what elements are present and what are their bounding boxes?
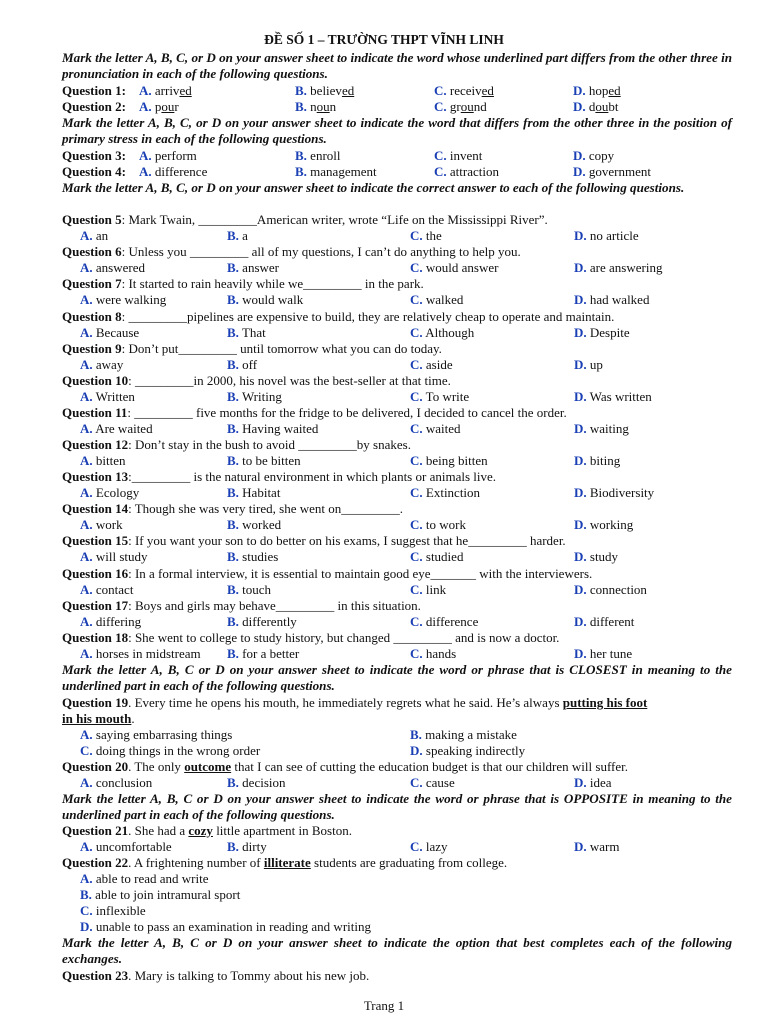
q12-option-b[interactable]: B. to be bitten	[227, 453, 301, 468]
q8-option-b[interactable]: B. That	[227, 325, 266, 340]
q15-option-a[interactable]: A. will study	[80, 549, 148, 564]
q12-option-a[interactable]: A. bitten	[80, 453, 126, 468]
q10-option-c[interactable]: C. To write	[410, 389, 470, 404]
q14-option-c[interactable]: C. to work	[410, 517, 466, 532]
instruction-closest: Mark the letter A, B, C or D on your answer sheet to indicate the word or phrase that is CLOSEST in meaning to the underlined part in each of the following questions.	[62, 662, 732, 693]
q16-option-d[interactable]: D. connection	[574, 582, 647, 597]
page-number: Trang 1	[363, 998, 405, 1013]
question-15: Question 15: If you want your son to do better on his exams, I suggest that he_________ harder.	[62, 533, 566, 548]
q19-option-a[interactable]: A. saying embarrasing things	[80, 727, 233, 742]
q13-option-d[interactable]: D. Biodiversity	[574, 485, 655, 500]
q14-option-a[interactable]: A. work	[80, 517, 123, 532]
q9-option-b[interactable]: B. off	[227, 357, 258, 372]
q1-option-a[interactable]: A. arrived	[139, 83, 192, 98]
q5-option-b[interactable]: B. a	[227, 228, 248, 243]
question-22: Question 22. A frightening number of illiterate students are graduating from college.	[62, 855, 508, 870]
q2-option-b[interactable]: B. noun	[295, 99, 337, 114]
q14-option-d[interactable]: D. working	[574, 517, 634, 532]
q8-option-a[interactable]: A. Because	[80, 325, 140, 340]
question-11: Question 11: _________ five months for the fridge to be delivered, I decided to cancel the order.	[62, 405, 567, 420]
q7-option-a[interactable]: A. were walking	[80, 292, 167, 307]
question-7: Question 7: It started to rain heavily while we_________ in the park.	[62, 276, 424, 291]
q15-option-d[interactable]: D. study	[574, 549, 619, 564]
question-19-continued: in his mouth.	[62, 711, 135, 726]
question-18: Question 18: She went to college to study history, but changed _________ and is now a doctor.	[62, 630, 560, 645]
question-5: Question 5: Mark Twain, _________American writer, wrote “Life on the Mississippi River”.	[62, 212, 548, 227]
q11-option-c[interactable]: C. waited	[410, 421, 461, 436]
q20-option-a[interactable]: A. conclusion	[80, 775, 153, 790]
instruction-stress: Mark the letter A, B, C, or D on your answer sheet to indicate the word that differs from the other three in the position of primary stress in each of the following questions.	[62, 115, 732, 146]
q22-option-b[interactable]: B. able to join intramural sport	[80, 887, 241, 902]
q13-option-b[interactable]: B. Habitat	[227, 485, 281, 500]
q4-option-b[interactable]: B. management	[295, 164, 377, 179]
q11-option-a[interactable]: A. Are waited	[80, 421, 153, 436]
q12-option-d[interactable]: D. biting	[574, 453, 621, 468]
q2-option-c[interactable]: C. ground	[434, 99, 487, 114]
q5-option-c[interactable]: C. the	[410, 228, 442, 243]
page-title: ĐỀ SỐ 1 – TRƯỜNG THPT VĨNH LINH	[264, 32, 504, 47]
question-3: Question 3:	[62, 148, 126, 163]
question-16: Question 16: In a formal interview, it is essential to maintain good eye_______ with the interviewers.	[62, 566, 593, 581]
q16-option-a[interactable]: A. contact	[80, 582, 134, 597]
q22-option-a[interactable]: A. able to read and write	[80, 871, 209, 886]
q9-option-d[interactable]: D. up	[574, 357, 603, 372]
q4-option-c[interactable]: C. attraction	[434, 164, 499, 179]
q19-option-b[interactable]: B. making a mistake	[410, 727, 517, 742]
q4-option-a[interactable]: A. difference	[139, 164, 208, 179]
q21-option-c[interactable]: C. lazy	[410, 839, 448, 854]
q1-option-d[interactable]: D. hoped	[573, 83, 621, 98]
question-23: Question 23. Mary is talking to Tommy about his new job.	[62, 968, 370, 983]
q11-option-b[interactable]: B. Having waited	[227, 421, 319, 436]
q17-option-c[interactable]: C. difference	[410, 614, 479, 629]
q4-option-d[interactable]: D. government	[573, 164, 651, 179]
q13-option-a[interactable]: A. Ecology	[80, 485, 140, 500]
q10-option-b[interactable]: B. Writing	[227, 389, 282, 404]
q21-option-a[interactable]: A. uncomfortable	[80, 839, 172, 854]
q20-option-b[interactable]: B. decision	[227, 775, 286, 790]
q5-option-a[interactable]: A. an	[80, 228, 109, 243]
q18-option-c[interactable]: C. hands	[410, 646, 457, 661]
q12-option-c[interactable]: C. being bitten	[410, 453, 488, 468]
q8-option-c[interactable]: C. Although	[410, 325, 475, 340]
q10-option-a[interactable]: A. Written	[80, 389, 135, 404]
q21-option-d[interactable]: D. warm	[574, 839, 620, 854]
q7-option-c[interactable]: C. walked	[410, 292, 464, 307]
q22-option-d[interactable]: D. unable to pass an examination in reading and writing	[80, 919, 371, 934]
q10-option-d[interactable]: D. Was written	[574, 389, 652, 404]
question-9: Question 9: Don’t put_________ until tomorrow what you can do today.	[62, 341, 442, 356]
q16-option-c[interactable]: C. link	[410, 582, 447, 597]
q18-option-b[interactable]: B. for a better	[227, 646, 300, 661]
q20-option-c[interactable]: C. cause	[410, 775, 455, 790]
question-2: Question 2:	[62, 99, 126, 114]
q19-option-d[interactable]: D. speaking indirectly	[410, 743, 526, 758]
instruction-correct-answer: Mark the letter A, B, C, or D on your answer sheet to indicate the correct answer to each of the following questions.	[62, 180, 685, 195]
question-13: Question 13:_________ is the natural environment in which plants or animals live.	[62, 469, 496, 484]
q15-option-b[interactable]: B. studies	[227, 549, 279, 564]
question-label: Question 1:	[62, 83, 126, 98]
question-14: Question 14: Though she was very tired, she went on_________.	[62, 501, 403, 516]
q8-option-d[interactable]: D. Despite	[574, 325, 630, 340]
q3-option-d[interactable]: D. copy	[573, 148, 615, 163]
q1-option-c[interactable]: C. received	[434, 83, 494, 98]
q17-option-a[interactable]: A. differing	[80, 614, 142, 629]
q16-option-b[interactable]: B. touch	[227, 582, 272, 597]
q3-option-a[interactable]: A. perform	[139, 148, 197, 163]
q21-option-b[interactable]: B. dirty	[227, 839, 267, 854]
q22-option-c[interactable]: C. inflexible	[80, 903, 146, 918]
q15-option-c[interactable]: C. studied	[410, 549, 464, 564]
question-17: Question 17: Boys and girls may behave_________ in this situation.	[62, 598, 421, 613]
q13-option-c[interactable]: C. Extinction	[410, 485, 481, 500]
question-4: Question 4:	[62, 164, 126, 179]
q19-option-c[interactable]: C. doing things in the wrong order	[80, 743, 261, 758]
q17-option-d[interactable]: D. different	[574, 614, 635, 629]
question-10: Question 10: _________in 2000, his novel was the best-seller at that time.	[62, 373, 451, 388]
q6-option-c[interactable]: C. would answer	[410, 260, 499, 275]
q6-option-b[interactable]: B. answer	[227, 260, 279, 275]
instruction-exchanges: Mark the letter A, B, C or D on your answer sheet to indicate the option that best completes each of the following exchanges.	[62, 935, 732, 966]
instruction-pronunciation: Mark the letter A, B, C, or D on your answer sheet to indicate the word whose underlined part differs from the other three in pronunciation in each of the following questions.	[62, 50, 732, 81]
question-21: Question 21. She had a cozy little apartment in Boston.	[62, 823, 352, 838]
q9-option-c[interactable]: C. aside	[410, 357, 453, 372]
q5-option-d[interactable]: D. no article	[574, 228, 639, 243]
question-8: Question 8: _________pipelines are expensive to build, they are relatively cheap to operate and maintain.	[62, 309, 615, 324]
q3-option-c[interactable]: C. invent	[434, 148, 483, 163]
q14-option-b[interactable]: B. worked	[227, 517, 282, 532]
q1-option-b[interactable]: B. believed	[295, 83, 355, 98]
q6-option-d[interactable]: D. are answering	[574, 260, 663, 275]
q2-option-d[interactable]: D. doubt	[573, 99, 619, 114]
question-6: Question 6: Unless you _________ all of my questions, I can’t do anything to help you.	[62, 244, 521, 259]
q18-option-a[interactable]: A. horses in midstream	[80, 646, 201, 661]
question-12: Question 12: Don’t stay in the bush to avoid _________by snakes.	[62, 437, 411, 452]
q7-option-b[interactable]: B. would walk	[227, 292, 304, 307]
q9-option-a[interactable]: A. away	[80, 357, 124, 372]
q17-option-b[interactable]: B. differently	[227, 614, 297, 629]
question-20: Question 20. The only outcome that I can see of cutting the education budget is that our children will suffer.	[62, 759, 628, 774]
q11-option-d[interactable]: D. waiting	[574, 421, 629, 436]
q18-option-d[interactable]: D. her tune	[574, 646, 633, 661]
q2-option-a[interactable]: A. pour	[139, 99, 179, 114]
q7-option-d[interactable]: D. had walked	[574, 292, 650, 307]
question-19: Question 19. Every time he opens his mouth, he immediately regrets what he said. He’s always putting his foot	[62, 695, 648, 710]
instruction-opposite: Mark the letter A, B, C or D on your answer sheet to indicate the word or phrase that is OPPOSITE in meaning to the underlined part in each of the following questions.	[62, 791, 732, 822]
q6-option-a[interactable]: A. answered	[80, 260, 145, 275]
q3-option-b[interactable]: B. enroll	[295, 148, 341, 163]
q20-option-d[interactable]: D. idea	[574, 775, 612, 790]
